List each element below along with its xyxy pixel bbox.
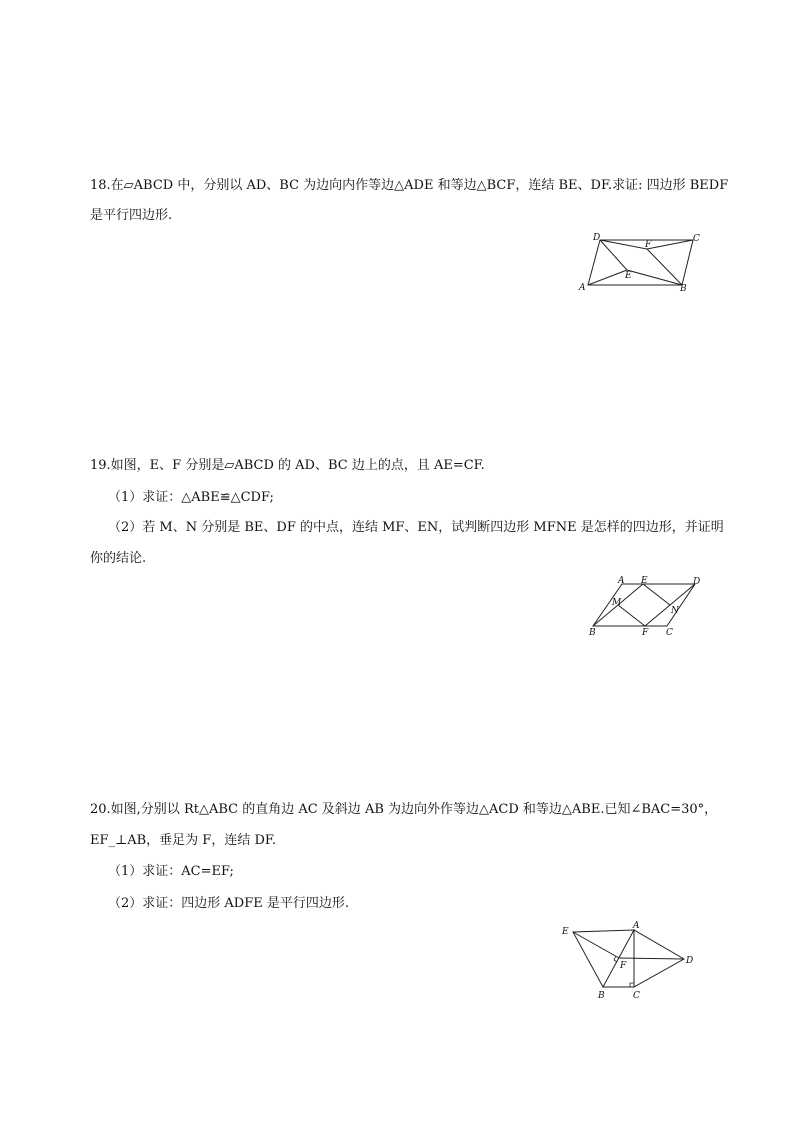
q19-part2-line1: （2）若 M、N 分别是 BE、DF 的中点，连结 MF、EN，试判断四边形 MFNE 是怎样的四边形，并证明 (108, 520, 724, 535)
label-f: F (620, 961, 627, 971)
q19-part2-line2: 你的结论. (90, 551, 147, 566)
q18-figure (575, 230, 705, 292)
label-d: D (686, 956, 694, 966)
segment-cf (647, 240, 693, 249)
q20-figure (558, 920, 703, 1005)
label-d: D (593, 233, 601, 243)
segment-mf (618, 605, 645, 626)
label-e: E (641, 576, 648, 586)
q20-text-line1: 20.如图,分别以 Rt△ABC 的直角边 AC 及斜边 AB 为边向外作等边△ACD 和等边△ABE.已知∠BAC=30°， (90, 802, 718, 817)
label-e: E (562, 927, 569, 937)
label-c: C (693, 234, 700, 244)
label-m: M (612, 598, 622, 608)
segment-ae (588, 270, 627, 285)
q20-text-line2: EF_⊥AB，垂足为 F，连结 DF. (90, 833, 277, 848)
label-b: B (680, 284, 687, 294)
segment-en (643, 584, 670, 605)
parallelogram-abcd (588, 240, 693, 285)
parallelogram-abcd (593, 584, 695, 626)
segment-bf (647, 249, 682, 285)
q19-figure (585, 574, 710, 640)
label-e: E (625, 271, 632, 281)
q18-text-line2: 是平行四边形. (90, 208, 173, 223)
q20-part1: （1）求证：AC=EF; (108, 864, 234, 879)
q19-part1: （1）求证：△ABE≌△CDF; (108, 490, 274, 505)
q18-text-line1: 18.在▱ABCD 中，分别以 AD、BC 为边向内作等边△ADE 和等边△BCF，连结 BE、DF.求证: 四边形 BEDF (90, 178, 729, 193)
segment-fd (619, 958, 684, 959)
right-angle-mark-c (630, 983, 634, 987)
q19-text-line1: 19.如图，E、F 分别是▱ABCD 的 AD、BC 边上的点，且 AE=CF. (90, 458, 485, 473)
label-b: B (589, 628, 596, 638)
label-c: C (633, 991, 640, 1001)
label-c: C (666, 628, 673, 638)
label-a: A (579, 283, 586, 293)
q20-part2: （2）求证：四边形 ADFE 是平行四边形. (108, 896, 349, 911)
label-a: A (618, 576, 625, 586)
label-f: F (642, 628, 649, 638)
label-d: D (693, 577, 701, 587)
label-b: B (598, 991, 605, 1001)
label-f: F (645, 240, 652, 250)
label-a: A (633, 921, 640, 931)
segment-be (627, 270, 682, 285)
label-n: N (671, 606, 679, 616)
